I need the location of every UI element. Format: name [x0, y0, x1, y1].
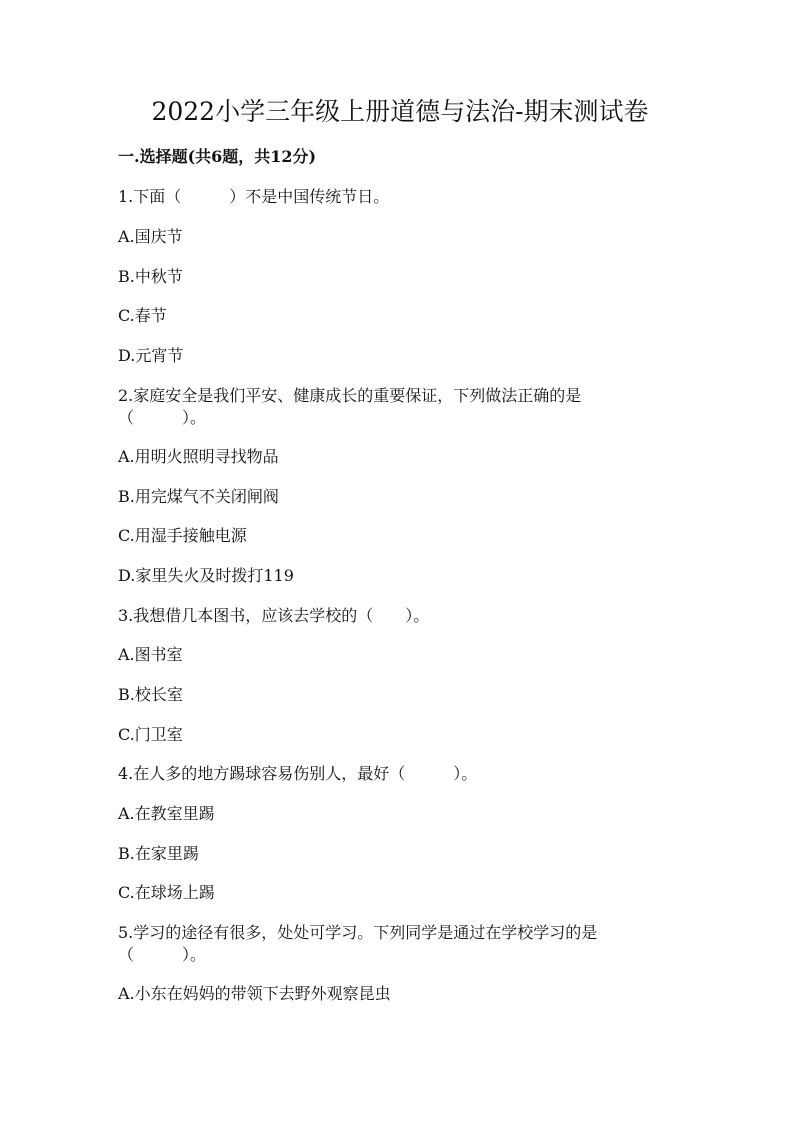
question-1-option-a: A.国庆节 [118, 227, 183, 246]
question-4-stem: 4.在人多的地方踢球容易伤别人，最好（ ）。 [118, 764, 478, 783]
page-title: 2022小学三年级上册道德与法治-期末测试卷 [151, 97, 649, 126]
question-3-option-b: B.校长室 [118, 685, 183, 704]
question-5-stem-line-2: （ ）。 [118, 945, 207, 964]
question-1-option-c: C.春节 [118, 306, 167, 325]
question-1-option-b: B.中秋节 [118, 267, 183, 286]
question-1-option-d: D.元宵节 [118, 346, 184, 365]
question-5-stem-line-1: 5.学习的途径有很多，处处可学习。下列同学是通过在学校学习的是 [118, 923, 598, 942]
question-4-option-c: C.在球场上踢 [118, 883, 215, 902]
section-heading: 一.选择题(共6题，共12分) [118, 147, 317, 166]
question-4-option-a: A.在教室里踢 [118, 804, 215, 823]
question-2-stem-line-1: 2.家庭安全是我们平安、健康成长的重要保证，下列做法正确的是 [118, 386, 582, 405]
question-3-option-c: C.门卫室 [118, 725, 183, 744]
question-2-option-b: B.用完煤气不关闭闸阀 [118, 487, 279, 506]
question-1-stem: 1.下面（ ）不是中国传统节日。 [118, 187, 390, 206]
question-3-option-a: A.图书室 [118, 645, 183, 664]
question-4-option-b: B.在家里踢 [118, 844, 199, 863]
question-5-option-a: A.小东在妈妈的带领下去野外观察昆虫 [118, 984, 391, 1003]
question-2-option-d: D.家里失火及时拨打119 [118, 566, 294, 585]
question-2-stem-line-2: （ ）。 [118, 408, 207, 427]
question-2-option-a: A.用明火照明寻找物品 [118, 447, 279, 466]
question-2-option-c: C.用湿手接触电源 [118, 526, 247, 545]
question-3-stem: 3.我想借几本图书，应该去学校的（ ）。 [118, 606, 430, 625]
